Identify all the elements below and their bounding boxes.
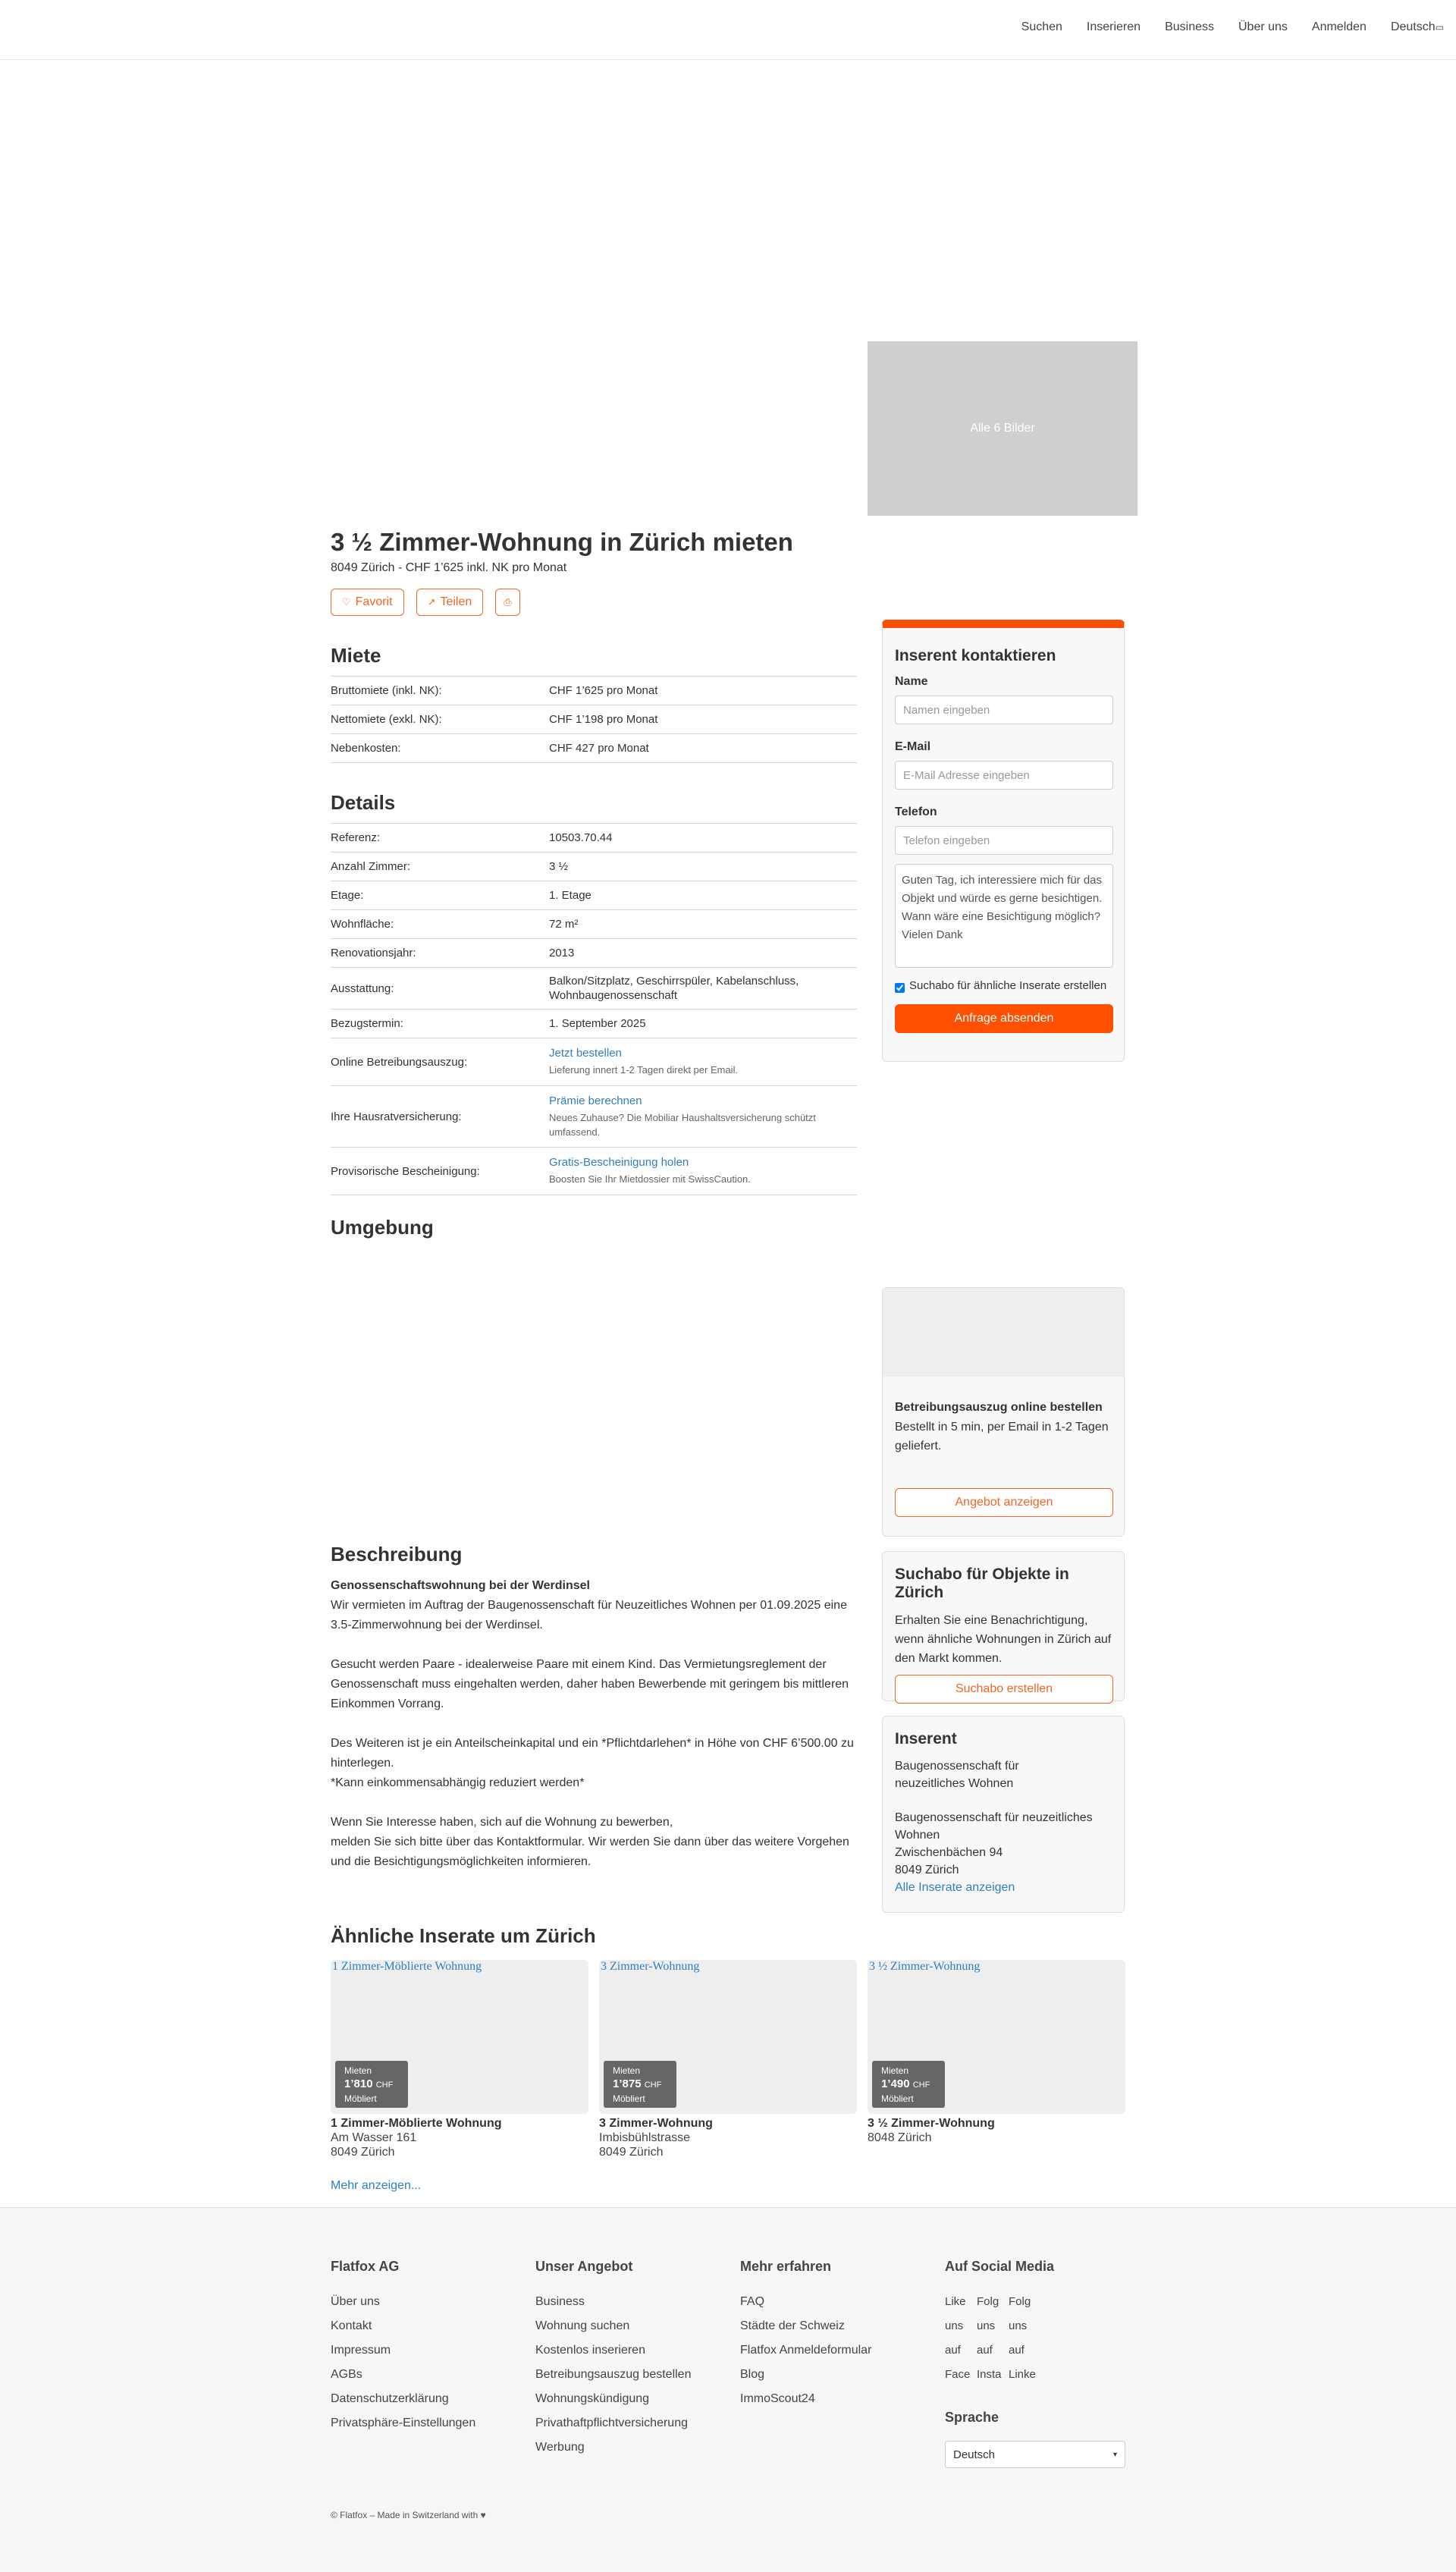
footer-link[interactable]: Privathaftpflichtversicherung (535, 2417, 688, 2429)
description-text (331, 1576, 857, 1892)
nav-advertise-link[interactable]: Inserieren (1086, 20, 1141, 33)
price-currency: CHF (912, 2081, 930, 2090)
rent-label: Nebenkosten: (331, 742, 401, 755)
price-badge-type: Mieten (881, 2065, 909, 2076)
surroundings-heading: Umgebung (331, 1216, 434, 1239)
details-value: 10503.70.44 (549, 831, 613, 844)
similar-listing-title: 3 ½ Zimmer-Wohnung (868, 2117, 995, 2130)
similar-listing-city: 8049 Zürich (599, 2146, 664, 2159)
rent-row (331, 733, 857, 763)
details-row (331, 1147, 857, 1195)
language-label: Deutsch (1390, 20, 1436, 33)
rent-table (331, 676, 857, 763)
details-value: 1. Etage (549, 889, 592, 902)
details-value: 1. September 2025 (549, 1017, 646, 1030)
similar-listing-street: Am Wasser 161 (331, 2131, 417, 2144)
details-value: Balkon/Sitzplatz, Geschirrspüler, Kabelanschluss, Wohnbaugenossenschaft (549, 975, 799, 1002)
search-alert-heading: Suchabo für Objekte in Zürich (895, 1565, 1069, 1601)
language-heading: Sprache (945, 2410, 999, 2425)
footer-link[interactable]: FAQ (740, 2295, 765, 2308)
free-certificate-link[interactable]: Gratis-Bescheinigung holen (549, 1156, 689, 1169)
advertiser-heading: Inserent (895, 1730, 957, 1748)
language-icon: ▭ (1435, 22, 1444, 33)
description-heading: Beschreibung (331, 1543, 463, 1565)
details-value (549, 1156, 857, 1186)
similar-heading: Ähnliche Inserate um Zürich (331, 1924, 596, 1947)
similar-listing-card[interactable] (599, 1960, 857, 2159)
rent-label: Nettomiete (exkl. NK): (331, 713, 442, 726)
advertiser-city: 8049 Zürich (895, 1864, 959, 1876)
rent-label: Bruttomiete (inkl. NK): (331, 684, 442, 697)
rent-value: CHF 427 pro Monat (549, 742, 649, 755)
description-lead: Genossenschaftswohnung bei der Werdinsel (331, 1579, 590, 1592)
share-button[interactable] (416, 589, 484, 616)
advertiser-card (882, 1716, 1125, 1913)
footer-link[interactable]: Werbung (535, 2441, 585, 2454)
price-value: 1’875 (613, 2077, 642, 2090)
all-listings-link[interactable]: Alle Inserate anzeigen (895, 1881, 1015, 1894)
similar-listing-title: 1 Zimmer-Möblierte Wohnung (331, 2117, 502, 2130)
name-input[interactable] (895, 696, 1113, 724)
details-label: Etage: (331, 889, 364, 902)
similar-listing-title: 3 Zimmer-Wohnung (599, 2117, 713, 2130)
similar-listing-image-alt: 1 Zimmer-Möblierte Wohnung (332, 1960, 482, 1973)
price-currency: CHF (375, 2081, 394, 2090)
details-note: Boosten Sie Ihr Mietdossier mit SwissCaution. (549, 1173, 751, 1185)
details-row (331, 852, 857, 881)
details-value (549, 1094, 857, 1139)
price-badge-type: Mieten (344, 2065, 372, 2076)
similar-listing-image (331, 1960, 588, 2114)
contact-form (882, 620, 1125, 1062)
footer-link[interactable]: Impressum (331, 2344, 391, 2357)
footer-link[interactable]: Städte der Schweiz (740, 2319, 845, 2332)
similar-listing-card[interactable] (331, 1960, 588, 2159)
email-label: E-Mail (895, 740, 931, 753)
price-currency: CHF (644, 2081, 662, 2090)
nav-links (997, 20, 1444, 34)
show-more-link[interactable]: Mehr anzeigen... (331, 2179, 422, 2192)
create-search-alert-button[interactable]: Suchabo erstellen (895, 1675, 1113, 1704)
details-row (331, 909, 857, 938)
price-badge-value (344, 2076, 399, 2093)
promo-text: Bestellt in 5 min, per Email in 1-2 Tagen geliefert. (895, 1421, 1109, 1452)
promo-card (882, 1287, 1125, 1537)
footer-heading: Unser Angebot (535, 2259, 633, 2274)
favorite-button[interactable] (331, 589, 404, 616)
print-icon: ⎙ (504, 596, 512, 608)
footer-link[interactable]: Kontakt (331, 2319, 372, 2332)
promo-title: Betreibungsauszug online bestellen (895, 1401, 1103, 1414)
footer-link[interactable]: ImmoScout24 (740, 2392, 815, 2405)
footer-link[interactable]: Blog (740, 2368, 765, 2381)
footer-link[interactable]: Kostenlos inserieren (535, 2344, 645, 2357)
details-label: Provisorische Bescheinigung: (331, 1164, 480, 1178)
all-images-button[interactable] (868, 341, 1138, 516)
footer-col-learn (740, 2259, 871, 2411)
details-row (331, 1009, 857, 1038)
listing-subtitle: 8049 Zürich - CHF 1’625 inkl. NK pro Monat (331, 561, 567, 574)
similar-listing-image (868, 1960, 1125, 2114)
details-label: Online Betreibungsauszug: (331, 1055, 468, 1069)
details-label: Renovationsjahr: (331, 947, 416, 959)
details-label: Anzahl Zimmer: (331, 860, 411, 873)
all-images-label: Alle 6 Bilder (970, 422, 1035, 435)
details-label: Bezugstermin: (331, 1017, 403, 1030)
share-icon: ↗ (427, 596, 436, 608)
price-badge-tag: Möbliert (613, 2093, 645, 2104)
facebook-icon[interactable]: Like uns auf Face (945, 2295, 971, 2381)
footer-col-offer (535, 2259, 691, 2460)
price-badge-tag: Möbliert (344, 2093, 377, 2104)
price-badge (604, 2061, 676, 2108)
listing-title: 3 ½ Zimmer-Wohnung in Zürich mieten (331, 528, 793, 556)
price-badge-value (613, 2076, 667, 2093)
footer-link[interactable]: Business (535, 2295, 585, 2308)
language-switcher[interactable] (1391, 20, 1444, 34)
similar-listing-image (599, 1960, 857, 2114)
description-paragraph: melden Sie sich bitte über das Kontaktformular. Wir werden Sie dann über das weitere Vorgehen und die Besichtigungsmöglichkeiten informieren. (331, 1836, 849, 1868)
print-button[interactable] (495, 589, 519, 616)
language-select-value: Deutsch (953, 2448, 996, 2461)
details-heading: Details (331, 791, 396, 814)
details-label: Referenz: (331, 831, 381, 844)
price-badge (872, 2061, 945, 2108)
footer-heading: Auf Social Media (945, 2259, 1055, 2274)
calculate-premium-link[interactable]: Prämie berechnen (549, 1094, 642, 1107)
similar-listing-image-alt: 3 Zimmer-Wohnung (601, 1960, 700, 1973)
description-paragraph: Wir vermieten im Auftrag der Baugenossenschaft für Neuzeitliches Wohnen per 01.09.2025 eine 3.5-Zimmerwohnung bei der Werdinsel. (331, 1599, 847, 1631)
price-badge-value (881, 2076, 936, 2093)
similar-listing-street: Imbisbühlstrasse (599, 2131, 691, 2144)
footer-link[interactable]: Flatfox Anmeldeformular (740, 2344, 872, 2357)
order-debt-extract-link[interactable]: Jetzt bestellen (549, 1047, 622, 1060)
details-row (331, 881, 857, 909)
footer-link[interactable]: Über uns (331, 2295, 380, 2308)
advertiser-street: Zwischenbächen 94 (895, 1846, 1003, 1859)
details-row (331, 1085, 857, 1147)
social-links (945, 2290, 1125, 2387)
promo-image (883, 1288, 1124, 1377)
nav-about-link[interactable]: Über uns (1238, 20, 1288, 33)
email-input[interactable] (895, 761, 1113, 790)
details-label: Ihre Hausratversicherung: (331, 1110, 462, 1123)
description-paragraph: *Kann einkommensabhängig reduziert werden* (331, 1776, 585, 1789)
message-textarea[interactable] (895, 864, 1113, 968)
details-note: Lieferung innert 1-2 Tagen direkt per Email. (549, 1064, 739, 1076)
top-navbar (0, 0, 1456, 60)
advertiser-name: Baugenossenschaft für neuzeitliches Wohnen (895, 1811, 1093, 1842)
price-badge-tag: Möbliert (881, 2093, 914, 2104)
description-paragraph: Gesucht werden Paare - idealerweise Paare mit einem Kind. Das Vermietungsreglement der Genossenschaft muss eingehalten werden, daher haben Bewerbende mit geringem bis mittleren Einkommen Vorrang. (331, 1658, 849, 1710)
description-paragraph: Des Weiteren ist je ein Anteilscheinkapital und ein *Pflichtdarlehen* in Höhe von CHF 6’500.00 zu hinterlegen. (331, 1737, 854, 1770)
footer-link[interactable]: Wohnung suchen (535, 2319, 630, 2332)
submit-inquiry-button[interactable]: Anfrage absenden (895, 1004, 1113, 1033)
advertiser-logo (895, 1757, 1112, 1792)
rent-value: CHF 1’198 pro Monat (549, 713, 658, 726)
details-value: 72 m² (549, 918, 579, 931)
rent-row (331, 705, 857, 733)
linkedin-icon[interactable]: Folg uns auf Linke (1009, 2295, 1036, 2381)
nav-search-link[interactable]: Suchen (1021, 20, 1062, 33)
instagram-icon[interactable]: Folg uns auf Insta (977, 2295, 1002, 2381)
footer-heading: Flatfox AG (331, 2259, 400, 2274)
contact-heading: Inserent kontaktieren (895, 647, 1056, 664)
search-alert-card (882, 1551, 1125, 1701)
footer-link[interactable]: AGBs (331, 2368, 362, 2381)
details-row (331, 1038, 857, 1085)
subscribe-checkbox[interactable] (895, 981, 905, 995)
heart-icon: ♡ (342, 596, 351, 608)
caret-down-icon: ▾ (1112, 2450, 1117, 2459)
favorite-label: Favorit (355, 595, 393, 608)
footer-link[interactable]: Privatsphäre-Einstellungen (331, 2417, 476, 2429)
phone-label: Telefon (895, 806, 937, 818)
details-value (549, 1047, 857, 1077)
nav-login-link[interactable]: Anmelden (1311, 20, 1367, 33)
nav-business-link[interactable]: Business (1165, 20, 1214, 33)
language-select[interactable] (945, 2441, 1125, 2468)
subscribe-label: Suchabo für ähnliche Inserate erstellen (909, 979, 1107, 992)
rent-heading: Miete (331, 644, 381, 667)
similar-listing-city: 8049 Zürich (331, 2146, 395, 2159)
name-label: Name (895, 675, 928, 688)
price-badge-type: Mieten (613, 2065, 641, 2076)
price-value: 1’490 (881, 2077, 910, 2090)
details-row (331, 938, 857, 967)
footer-col-social (945, 2259, 1125, 2468)
rent-row (331, 676, 857, 705)
details-value: 3 ½ (549, 860, 569, 873)
details-note: Neues Zuhause? Die Mobiliar Haushaltsversicherung schützt umfassend. (549, 1111, 816, 1138)
similar-listing-street: 8048 Zürich (868, 2131, 932, 2144)
advertiser-logo-alt: Baugenossenschaft für neuzeitliches Wohnen (895, 1760, 1019, 1790)
details-value: 2013 (549, 947, 575, 959)
details-label: Ausstattung: (331, 981, 394, 995)
details-table (331, 823, 857, 1195)
share-label: Teilen (440, 595, 472, 608)
details-label: Wohnfläche: (331, 918, 394, 931)
footer-col-company (331, 2259, 475, 2435)
footer (0, 2207, 1456, 2572)
price-value: 1’810 (344, 2077, 373, 2090)
details-row (331, 967, 857, 1009)
show-offer-button[interactable]: Angebot anzeigen (895, 1488, 1113, 1517)
similar-listing-card[interactable] (868, 1960, 1125, 2145)
footer-link[interactable]: Betreibungsauszug bestellen (535, 2368, 692, 2381)
price-badge (335, 2061, 408, 2108)
subscribe-row (895, 977, 1112, 995)
footer-link[interactable]: Wohnungskündigung (535, 2392, 650, 2405)
search-alert-text: Erhalten Sie eine Benachrichtigung, wenn ähnliche Wohnungen in Zürich auf den Markt kommen. (895, 1614, 1112, 1665)
details-row (331, 823, 857, 852)
rent-value: CHF 1’625 pro Monat (549, 684, 658, 697)
footer-link[interactable]: Datenschutzerklärung (331, 2392, 449, 2405)
listing-actions (331, 589, 520, 616)
similar-listing-image-alt: 3 ½ Zimmer-Wohnung (869, 1960, 981, 1973)
footer-heading: Mehr erfahren (740, 2259, 832, 2274)
phone-input[interactable] (895, 826, 1113, 855)
copyright: © Flatfox – Made in Switzerland with ♥ (331, 2510, 486, 2520)
description-paragraph: Wenn Sie Interesse haben, sich auf die Wohnung zu bewerben, (331, 1816, 673, 1829)
